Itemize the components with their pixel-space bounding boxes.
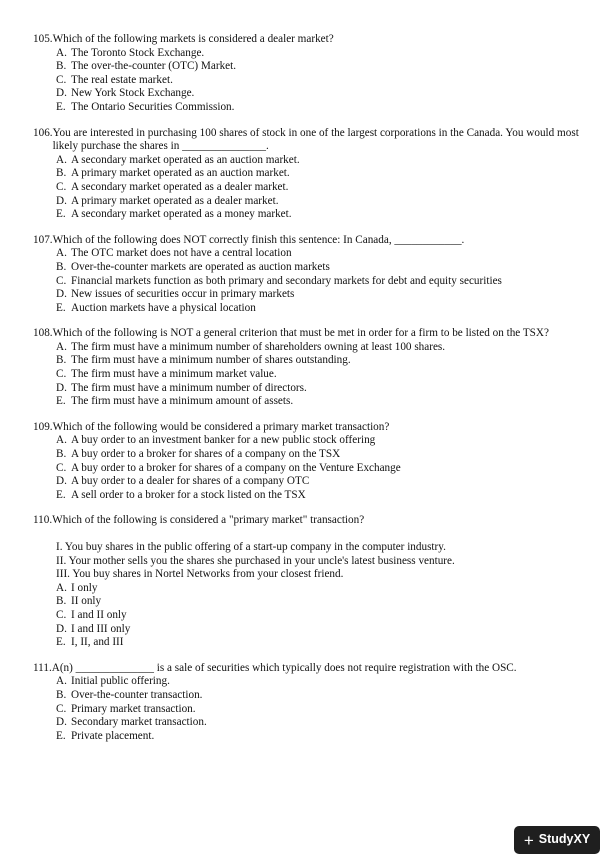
option-item <box>56 730 585 744</box>
option-letter: C. <box>56 368 67 381</box>
option-text: The Toronto Stock Exchange. <box>71 46 205 59</box>
option-item <box>56 288 585 302</box>
option-text: New York Stock Exchange. <box>71 87 195 100</box>
option-item <box>56 489 585 503</box>
statement-item: II. Your mother sells you the shares she purchased in your uncle's latest business venture. <box>56 554 455 567</box>
question-text: A(n) ______________ is a sale of securities which typically does not require registration with the OSC. <box>51 661 517 674</box>
option-item <box>56 247 585 261</box>
option-item <box>56 623 585 637</box>
option-text: Initial public offering. <box>71 675 170 688</box>
question-number: 105. <box>33 33 53 45</box>
question-stem <box>33 327 585 341</box>
option-letter: D. <box>56 381 67 394</box>
option-list <box>33 47 585 115</box>
badge-label: StudyXY <box>538 832 591 847</box>
question-text: You are interested in purchasing 100 shares of stock in one of the largest corporations in the Canada. You would most likely purchase the shares in _______________. <box>52 126 579 153</box>
option-text: I only <box>71 581 98 594</box>
option-list <box>33 675 585 743</box>
option-letter: B. <box>56 595 67 608</box>
option-text: Private placement. <box>71 729 155 742</box>
option-text: A buy order to a dealer for shares of a company OTC <box>71 475 310 488</box>
option-list <box>33 341 585 409</box>
option-text: I and II only <box>71 608 127 621</box>
option-item <box>56 208 585 222</box>
question-number: 109. <box>33 420 53 433</box>
option-letter: E. <box>56 208 66 221</box>
option-item <box>56 275 585 289</box>
option-item <box>56 302 585 316</box>
question-number: 110. <box>33 514 53 527</box>
question-number: 111. <box>33 661 52 674</box>
option-item <box>56 582 585 596</box>
option-item <box>56 74 585 88</box>
question-block <box>33 514 585 649</box>
question-stem <box>33 234 585 248</box>
studyxy-badge[interactable] <box>514 826 600 854</box>
option-text: A buy order to a broker for shares of a company on the Venture Exchange <box>71 461 401 474</box>
option-letter: A. <box>56 675 67 688</box>
question-stem <box>33 514 585 528</box>
option-letter: A. <box>56 46 67 59</box>
option-letter: B. <box>56 688 67 701</box>
question-text: Which of the following markets is considered a dealer market? <box>52 33 334 45</box>
option-letter: B. <box>56 167 67 180</box>
option-text: A secondary market operated as a dealer market. <box>71 180 289 193</box>
option-item <box>56 636 585 650</box>
option-text: Financial markets function as both primary and secondary markets for debt and equity securities <box>71 274 502 287</box>
option-text: Auction markets have a physical location <box>71 301 256 314</box>
option-letter: A. <box>56 434 67 447</box>
option-item <box>56 462 585 476</box>
option-text: II only <box>71 595 102 608</box>
option-list <box>33 154 585 222</box>
option-letter: A. <box>56 247 67 260</box>
option-letter: E. <box>56 729 66 742</box>
option-item <box>56 181 585 195</box>
option-text: The firm must have a minimum number of shares outstanding. <box>71 354 351 367</box>
option-letter: E. <box>56 395 66 408</box>
option-letter: D. <box>56 194 67 207</box>
option-letter: A. <box>56 340 67 353</box>
option-text: The OTC market does not have a central location <box>71 247 292 260</box>
option-letter: E. <box>56 301 66 314</box>
option-text: The firm must have a minimum number of directors. <box>71 381 307 394</box>
question-block <box>33 421 585 503</box>
option-text: A primary market operated as a dealer market. <box>71 194 279 207</box>
option-letter: E. <box>56 488 66 501</box>
option-text: New issues of securities occur in primary markets <box>71 288 295 301</box>
option-item <box>56 101 585 115</box>
option-letter: C. <box>56 461 67 474</box>
option-letter: C. <box>56 702 67 715</box>
option-text: The Ontario Securities Commission. <box>71 100 235 113</box>
question-text: Which of the following would be considered a primary market transaction? <box>52 420 390 433</box>
option-text: Over-the-counter markets are operated as auction markets <box>71 260 330 273</box>
option-item <box>56 47 585 61</box>
option-letter: D. <box>56 622 67 635</box>
question-block <box>33 33 585 115</box>
option-item <box>56 609 585 623</box>
option-letter: D. <box>56 288 67 301</box>
statement-item: I. You buy shares in the public offering of a start-up company in the computer industry. <box>56 541 446 553</box>
option-item <box>56 395 585 409</box>
option-text: The firm must have a minimum market value. <box>71 368 277 381</box>
plus-icon: + <box>523 830 534 850</box>
option-item <box>56 368 585 382</box>
option-text: A primary market operated as an auction market. <box>71 167 290 180</box>
option-text: The over-the-counter (OTC) Market. <box>71 60 237 73</box>
option-item <box>56 448 585 462</box>
question-number: 106. <box>33 126 53 139</box>
question-stem <box>33 33 585 47</box>
option-text: A sell order to a broker for a stock listed on the TSX <box>71 488 306 501</box>
option-text: I, II, and III <box>71 636 124 649</box>
question-block <box>33 662 585 744</box>
question-number: 108. <box>33 327 53 340</box>
option-text: A secondary market operated as a money market. <box>71 208 292 221</box>
option-item <box>56 595 585 609</box>
option-item <box>56 703 585 717</box>
option-list <box>33 247 585 315</box>
option-item <box>56 689 585 703</box>
option-letter: D. <box>56 87 67 100</box>
option-item <box>56 261 585 275</box>
question-text: Which of the following is NOT a general criterion that must be met in order for a firm to be listed on the TSX? <box>52 327 549 340</box>
option-letter: A. <box>56 581 67 594</box>
option-letter: A. <box>56 153 67 166</box>
question-block <box>33 234 585 316</box>
option-letter: B. <box>56 354 67 367</box>
question-block <box>33 127 585 222</box>
option-text: Secondary market transaction. <box>71 716 207 729</box>
option-item <box>56 354 585 368</box>
question-stem <box>33 662 585 676</box>
option-letter: D. <box>56 716 67 729</box>
option-text: Primary market transaction. <box>71 702 196 715</box>
option-letter: C. <box>56 73 67 86</box>
option-item <box>56 195 585 209</box>
question-text: Which of the following is considered a "primary market" transaction? <box>52 514 365 527</box>
question-number: 107. <box>33 233 53 246</box>
option-letter: B. <box>56 260 67 273</box>
statement-item: III. You buy shares in Nortel Networks from your closest friend. <box>56 568 344 581</box>
question-stem <box>33 127 585 154</box>
option-text: Over-the-counter transaction. <box>71 688 203 701</box>
option-text: A buy order to a broker for shares of a company on the TSX <box>71 448 341 461</box>
option-letter: E. <box>56 636 66 649</box>
option-letter: B. <box>56 60 67 73</box>
statement-list <box>33 541 585 582</box>
option-item <box>56 341 585 355</box>
option-letter: B. <box>56 448 67 461</box>
option-list <box>33 434 585 502</box>
option-text: A secondary market operated as an auction market. <box>71 153 300 166</box>
option-item <box>56 167 585 181</box>
option-item <box>56 475 585 489</box>
option-item <box>56 716 585 730</box>
option-item <box>56 154 585 168</box>
option-text: The real estate market. <box>71 73 173 86</box>
question-stem <box>33 421 585 435</box>
option-letter: C. <box>56 274 67 287</box>
question-text: Which of the following does NOT correctly finish this sentence: In Canada, ____________. <box>52 233 465 246</box>
option-item <box>56 434 585 448</box>
option-letter: D. <box>56 475 67 488</box>
option-list <box>33 582 585 650</box>
option-text: I and III only <box>71 622 131 635</box>
option-letter: C. <box>56 180 67 193</box>
option-letter: E. <box>56 100 66 113</box>
question-list <box>33 33 585 755</box>
option-text: The firm must have a minimum amount of assets. <box>71 395 294 408</box>
option-item <box>56 60 585 74</box>
option-item <box>56 382 585 396</box>
option-letter: C. <box>56 608 67 621</box>
option-text: The firm must have a minimum number of shareholders owning at least 100 shares. <box>71 340 446 353</box>
option-text: A buy order to an investment banker for a new public stock offering <box>71 434 376 447</box>
option-item <box>56 675 585 689</box>
option-item <box>56 87 585 101</box>
question-block <box>33 327 585 409</box>
